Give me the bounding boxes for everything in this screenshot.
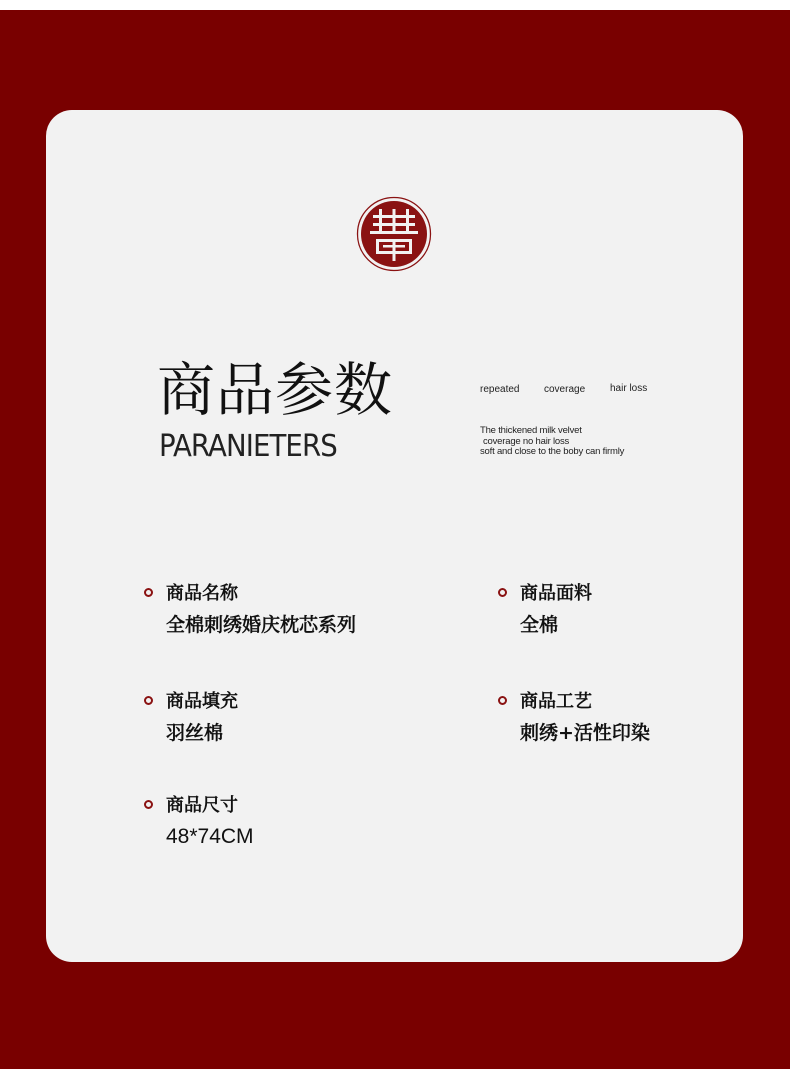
page-subtitle: PARANIETERS — [159, 429, 337, 464]
description-line: The thickened milk velvet — [480, 425, 582, 436]
param-label: 商品面料 — [520, 583, 592, 604]
param-size — [144, 795, 254, 849]
param-value: 刺绣+活性印染 — [520, 722, 650, 744]
param-value: 全棉刺绣婚庆枕芯系列 — [166, 614, 357, 636]
param-value: 全棉 — [520, 614, 559, 636]
bullet-dot-icon — [144, 696, 153, 705]
description — [480, 426, 624, 458]
bullet-dot-icon — [144, 588, 153, 597]
tag-coverage: coverage — [544, 384, 586, 395]
description-line: soft and close to the boby can firmly — [480, 446, 625, 457]
double-happiness-icon — [356, 196, 432, 272]
param-label: 商品填充 — [166, 691, 238, 712]
tag-repeated: repeated — [480, 384, 520, 395]
bullet-dot-icon — [144, 800, 153, 809]
param-label: 商品尺寸 — [166, 795, 238, 816]
param-label: 商品名称 — [166, 583, 238, 604]
param-fabric — [498, 583, 592, 637]
param-label: 商品工艺 — [520, 691, 592, 712]
bullet-dot-icon — [498, 696, 507, 705]
param-product-name — [144, 583, 356, 637]
page-title: 商品参数 — [157, 356, 394, 424]
tag-hair-loss: hair loss — [610, 383, 648, 394]
param-value: 羽丝棉 — [166, 722, 224, 744]
description-line: coverage no hair loss — [483, 435, 570, 447]
param-value: 48*74CM — [166, 825, 254, 848]
param-craft — [498, 691, 650, 745]
param-filling — [144, 691, 238, 745]
bullet-dot-icon — [498, 588, 507, 597]
